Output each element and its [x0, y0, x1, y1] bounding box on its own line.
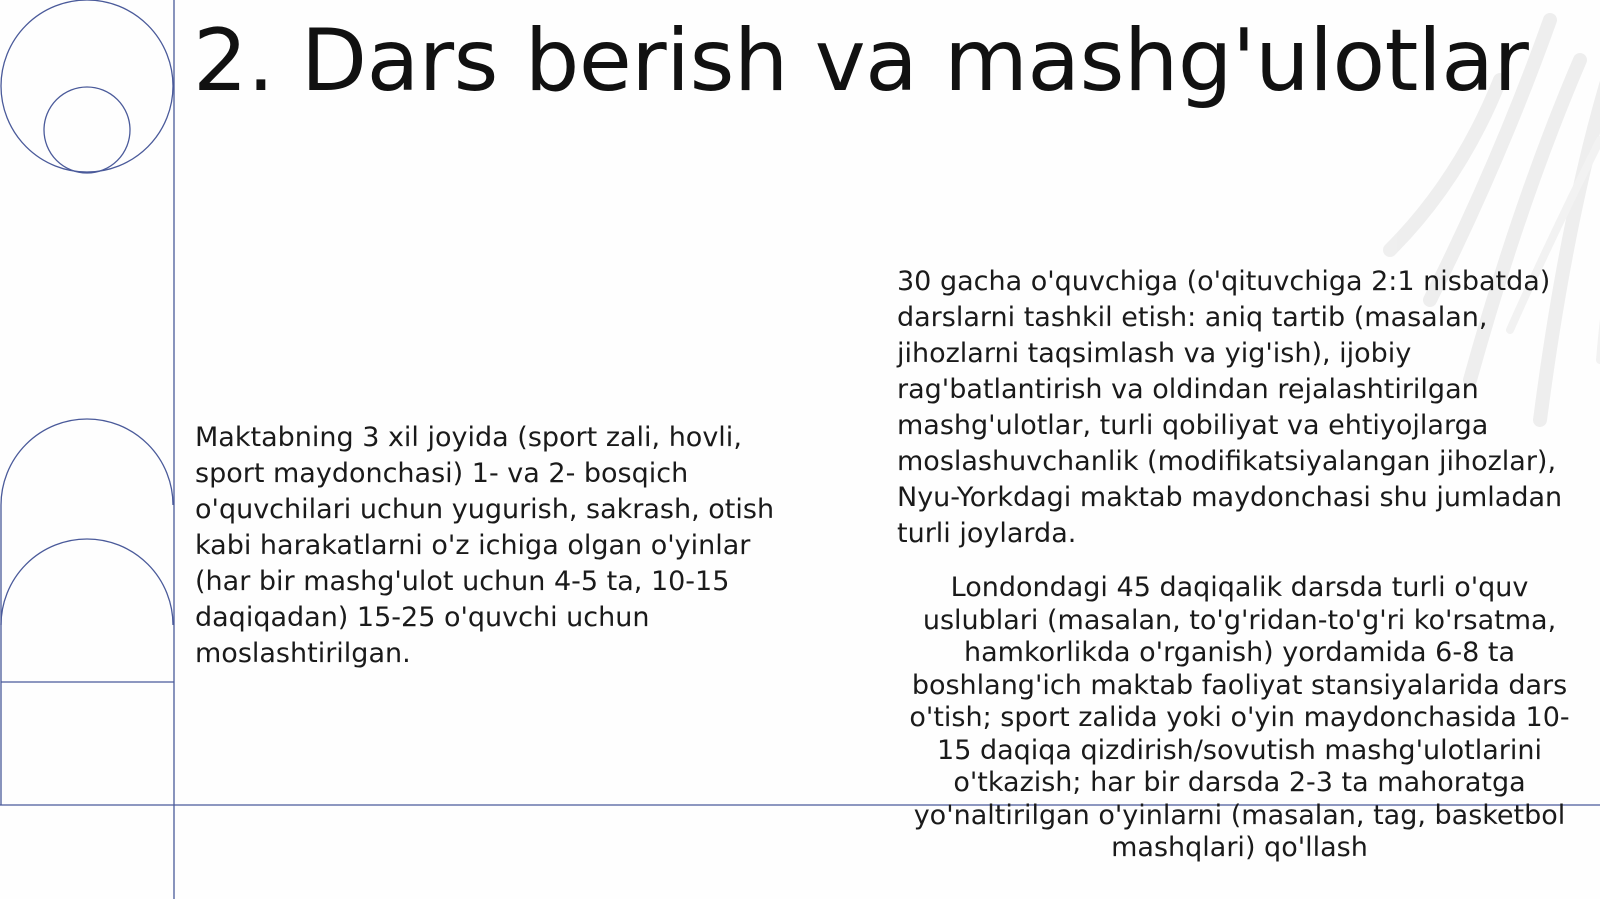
- upper-arch-outline: [1, 419, 173, 505]
- right-body-paragraph-2: Londondagi 45 daqiqalik darsda turli o'quv uslublari (masalan, to'g'ridan-to'g'ri ko'rsatma, hamkorlikda o'rganish) yordamida 6-8 ta boshlang'ich maktab faoliyat stansiyalarida dars o'tish; sport zalida yoki o'yin maydonchasida 10-15 daqiqa qizdirish/sovutish mashg'ulotlarini o'tkazish; har bir darsda 2-3 ta mahoratga yo'naltirilgan o'yinlarni (masalan, tag, basketbol mashqlari) qo'llash: [909, 572, 1570, 863]
- lower-arch-outline: [1, 539, 173, 625]
- right-body-paragraph-1: 30 gacha o'quvchiga (o'qituvchiga 2:1 nisbatda) darslarni tashkil etish: aniq tartib (masalan, jihozlarni taqsimlash va yig'ish), ijobiy rag'batlantirish va oldindan rejalashtirilgan mashg'ulotlar, turli qobiliyat va ehtiyojlarga moslashuvchanlik (modifikatsiyalangan jihozlar), Nyu-Yorkdagi maktab maydonchasi shu jumladan turli joylarda.: [897, 266, 1563, 549]
- left-body-paragraph: Maktabning 3 xil joyida (sport zali, hovli, sport maydonchasi) 1- va 2- bosqich o'quvchilari uchun yugurish, sakrash, otish kabi harakatlarni o'z ichiga olgan o'yinlar (har bir mashg'ulot uchun 4-5 ta, 10-15 daqiqadan) 15-25 o'quvchi uchun moslashtirilgan.: [195, 422, 775, 669]
- slide-title: 2. Dars berish va mashg'ulotlar: [193, 11, 1529, 111]
- small-circle-outline: [44, 87, 130, 173]
- large-circle-outline: [1, 0, 173, 172]
